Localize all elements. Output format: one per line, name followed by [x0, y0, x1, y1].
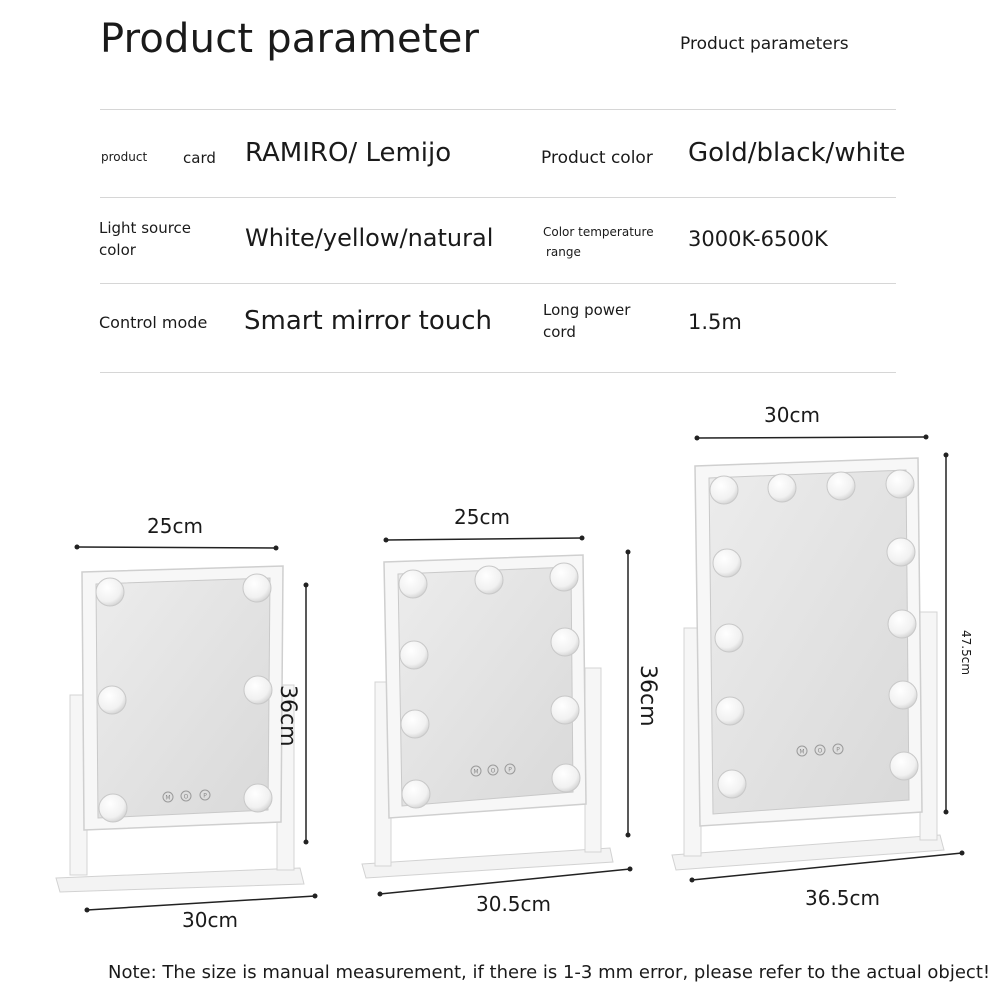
touch-control-glyph: M — [799, 748, 805, 756]
mirror-large-width-line — [697, 437, 926, 438]
page-title: Product parameter — [100, 16, 480, 62]
touch-control-glyph: M — [473, 768, 479, 776]
touch-control-glyph: O — [817, 747, 823, 755]
mirror-medium-width-line — [386, 538, 582, 540]
temp-value: 3000K-6500K — [688, 227, 828, 251]
mirror-large-width-label: 30cm — [764, 403, 820, 427]
control-value: Smart mirror touch — [244, 306, 493, 336]
bulb — [475, 566, 503, 594]
touch-control-glyph: P — [203, 792, 207, 800]
touch-control-glyph: O — [183, 793, 189, 801]
bulb — [243, 574, 271, 602]
bulb — [715, 624, 743, 652]
light-label-line1: Light source — [99, 219, 192, 237]
bulb — [96, 578, 124, 606]
mirror-large — [672, 435, 965, 883]
brand-value: RAMIRO/ Lemijo — [245, 138, 452, 168]
bulb — [716, 697, 744, 725]
color-value: Gold/black/white — [688, 138, 906, 168]
bulb — [710, 476, 738, 504]
control-label: Control mode — [99, 313, 208, 332]
bulb — [713, 549, 741, 577]
mirror-large-height-label: 47.5cm — [959, 630, 973, 676]
bulb — [99, 794, 127, 822]
light-label-line2: color — [99, 241, 136, 259]
mirror-small-width-label: 25cm — [147, 514, 203, 538]
touch-control-glyph: M — [165, 794, 171, 802]
bulb — [890, 752, 918, 780]
mirror-large-base-label: 36.5cm — [805, 886, 881, 910]
mirror-large-base — [672, 835, 944, 870]
bulb — [402, 780, 430, 808]
bulb — [551, 628, 579, 656]
touch-control-glyph: P — [836, 746, 840, 754]
mirror-medium-stand-right — [585, 668, 601, 852]
bulb — [401, 710, 429, 738]
brand-label-part2: card — [183, 149, 216, 167]
light-value: White/yellow/natural — [245, 224, 494, 252]
mirror-medium-width-label: 25cm — [454, 505, 510, 529]
temp-label-line1: Color temperature — [543, 225, 654, 239]
color-label: Product color — [541, 148, 653, 168]
mirror-small-base-label: 30cm — [182, 908, 238, 932]
touch-control-glyph: P — [508, 766, 512, 774]
mirror-small-height-label: 36cm — [275, 685, 300, 747]
bulb — [400, 641, 428, 669]
mirror-medium-base-label: 30.5cm — [476, 892, 552, 916]
mirror-medium-base — [362, 848, 613, 878]
temp-label-line2: range — [546, 245, 581, 259]
bulb — [888, 610, 916, 638]
bulb — [886, 470, 914, 498]
mirror-small-width-line — [77, 547, 276, 548]
mirror-medium-height-label: 36cm — [635, 665, 660, 727]
cord-value: 1.5m — [688, 310, 742, 334]
cord-label-line1: Long power — [543, 301, 631, 319]
bulb — [552, 764, 580, 792]
measurement-note: Note: The size is manual measurement, if there is 1-3 mm error, please refer to the actual object! — [108, 962, 991, 983]
page-subtitle: Product parameters — [680, 34, 849, 54]
cord-label-line2: cord — [543, 323, 576, 341]
bulb — [550, 563, 578, 591]
bulb — [718, 770, 746, 798]
bulb — [244, 676, 272, 704]
touch-control-glyph: O — [490, 767, 496, 775]
bulb — [889, 681, 917, 709]
bulb — [399, 570, 427, 598]
bulb — [244, 784, 272, 812]
bulb — [887, 538, 915, 566]
mirror-small-base — [56, 868, 304, 892]
bulb — [827, 472, 855, 500]
bulb — [768, 474, 796, 502]
mirror-medium — [362, 536, 633, 897]
bulb — [551, 696, 579, 724]
mirror-medium-glass — [398, 567, 573, 806]
bulb — [98, 686, 126, 714]
brand-label-part1: product — [101, 150, 148, 164]
